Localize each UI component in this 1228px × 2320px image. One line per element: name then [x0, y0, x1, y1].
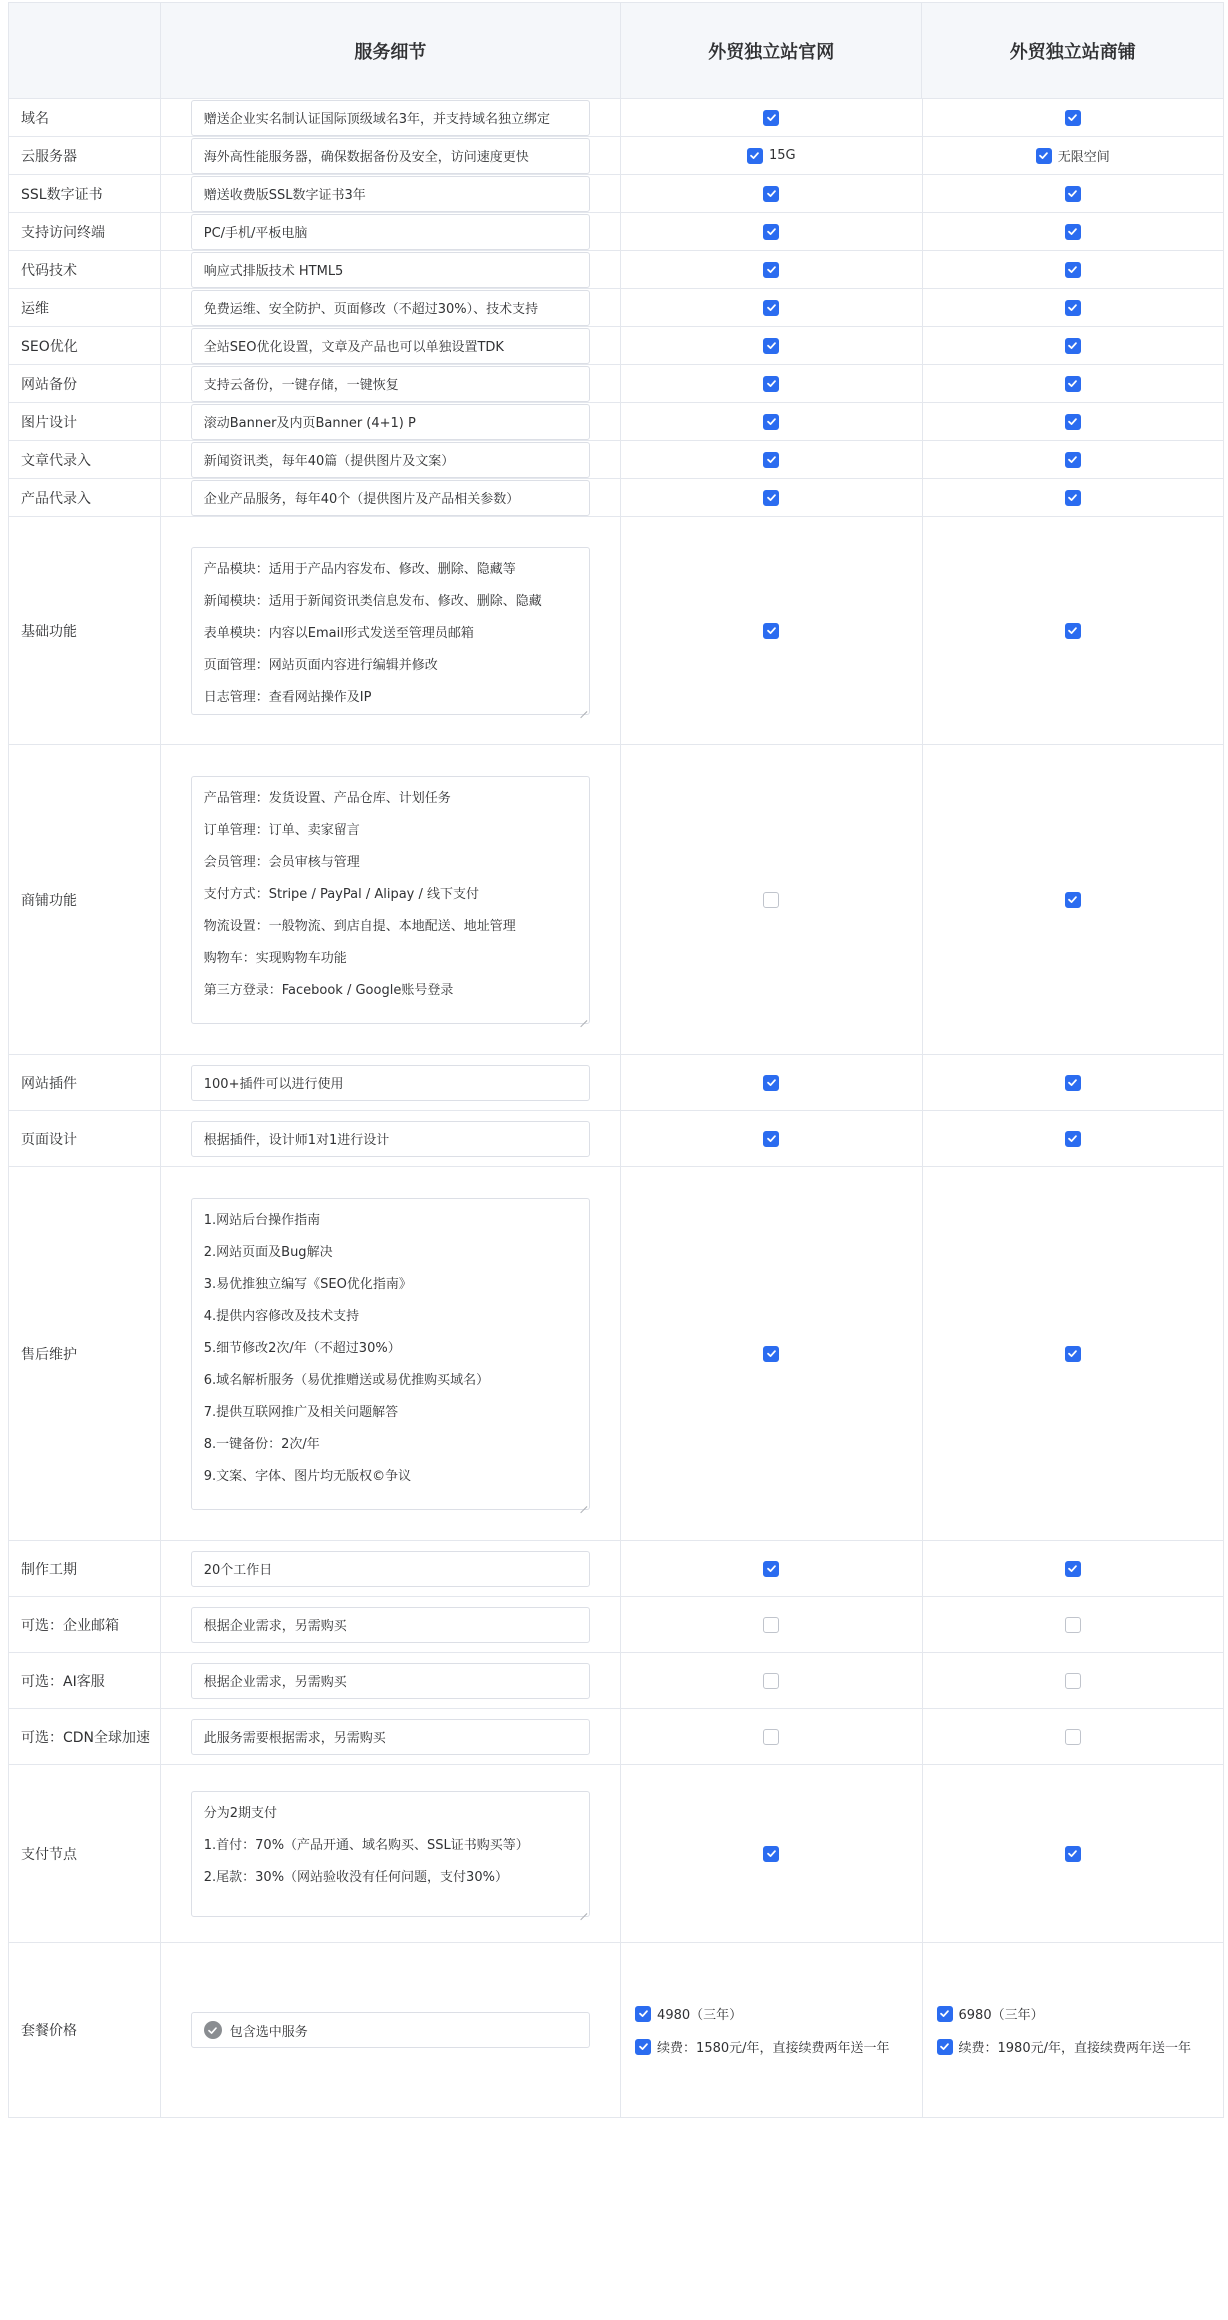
resize-handle-icon[interactable]: [580, 705, 587, 712]
table-row: [9, 517, 1223, 745]
textarea-line: 4.提供内容修改及技术支持: [203, 1308, 360, 1324]
official-renewal-text: 续费：1580元/年，直接续费两年送一年: [657, 2041, 890, 2056]
detail-input[interactable]: 赠送企业实名制认证国际顶级域名3年，并支持域名独立绑定: [191, 100, 590, 136]
header-blank: [9, 3, 161, 98]
table-row: [9, 403, 1223, 441]
table-header: [9, 3, 1223, 99]
official-checkbox[interactable]: [747, 148, 763, 164]
header-service-details: 服务细节: [161, 3, 621, 98]
table-row: [9, 1709, 1223, 1765]
price-row: [9, 1943, 1223, 2117]
textarea-line: 2.网站页面及Bug解决: [203, 1244, 333, 1260]
row-label: 域名: [9, 99, 161, 136]
shop-renewal-text: 续费：1980元/年，直接续费两年送一年: [958, 2041, 1191, 2056]
included-services-field[interactable]: [191, 2012, 590, 2048]
included-services-label: 包含选中服务: [229, 2024, 308, 2040]
row-label: 可选：CDN全球加速: [9, 1709, 161, 1764]
official-checkbox[interactable]: [763, 452, 779, 468]
detail-input[interactable]: 企业产品服务，每年40个（提供图片及产品相关参数）: [191, 480, 590, 516]
shop-checkbox[interactable]: [1036, 148, 1052, 164]
official-checkbox[interactable]: [763, 262, 779, 278]
table-row: [9, 745, 1223, 1055]
shop-price-options: [923, 2004, 1223, 2056]
row-label: 支持访问终端: [9, 213, 161, 250]
table-row: [9, 1167, 1223, 1541]
table-row: [9, 289, 1223, 327]
shop-checkbox[interactable]: [1065, 452, 1081, 468]
shop-checkbox[interactable]: [1065, 1673, 1081, 1689]
detail-input[interactable]: PC/手机/平板电脑: [191, 214, 590, 250]
row-label: 文章代录入: [9, 441, 161, 478]
textarea-line: 表单模块：内容以Email形式发送至管理员邮箱: [203, 625, 474, 641]
shop-checkbox[interactable]: [1065, 110, 1081, 126]
row-label: 云服务器: [9, 137, 161, 174]
textarea-line: 产品模块：适用于产品内容发布、修改、删除、隐藏等: [203, 561, 516, 577]
official-price-checkbox[interactable]: [635, 2006, 651, 2022]
official-checkbox[interactable]: [763, 414, 779, 430]
textarea-line: 1.网站后台操作指南: [203, 1212, 321, 1228]
row-label: 产品代录入: [9, 479, 161, 516]
table-row: [9, 251, 1223, 289]
table-row: [9, 327, 1223, 365]
resize-handle-icon[interactable]: [580, 1907, 587, 1914]
table-row: [9, 1765, 1223, 1943]
row-label: 运维: [9, 289, 161, 326]
official-checkbox[interactable]: [763, 490, 779, 506]
official-checkbox[interactable]: [763, 1131, 779, 1147]
textarea-line: 分为2期支付: [203, 1805, 278, 1821]
shop-checkbox[interactable]: [1065, 1617, 1081, 1633]
detail-input[interactable]: 根据企业需求，另需购买: [191, 1663, 590, 1699]
detail-input[interactable]: 滚动Banner及内页Banner (4+1) P: [191, 404, 590, 440]
shop-renewal-option[interactable]: [937, 2037, 1209, 2056]
official-checkbox[interactable]: [763, 300, 779, 316]
table-row: [9, 137, 1223, 175]
resize-handle-icon[interactable]: [580, 1014, 587, 1021]
shop-checkbox[interactable]: [1065, 1561, 1081, 1577]
textarea-line: 页面管理：网站页面内容进行编辑并修改: [203, 657, 438, 673]
detail-textarea[interactable]: [191, 776, 590, 1024]
row-label: 可选：企业邮箱: [9, 1597, 161, 1652]
shop-checkbox[interactable]: [1065, 300, 1081, 316]
shop-checkbox[interactable]: [1065, 892, 1081, 908]
service-comparison-table: [8, 2, 1224, 2118]
shop-checkbox[interactable]: [1065, 1075, 1081, 1091]
official-checkbox[interactable]: [763, 1846, 779, 1862]
shop-checkbox-option[interactable]: [1036, 146, 1110, 165]
textarea-line: 9.文案、字体、图片均无版权©争议: [203, 1468, 412, 1484]
row-label: 套餐价格: [9, 1943, 161, 2117]
official-checkbox[interactable]: [763, 1673, 779, 1689]
textarea-line: 支付方式：Stripe / PayPal / Alipay / 线下支付: [203, 886, 480, 902]
table-row: [9, 479, 1223, 517]
table-row: [9, 441, 1223, 479]
shop-price-text: 6980（三年）: [958, 2008, 1044, 2023]
detail-textarea[interactable]: [191, 1198, 590, 1510]
detail-input[interactable]: 海外高性能服务器，确保数据备份及安全，访问速度更快: [191, 138, 590, 174]
official-checkbox[interactable]: [763, 1729, 779, 1745]
textarea-line: 1.首付：70%（产品开通、域名购买、SSL证书购买等）: [203, 1837, 529, 1853]
row-label: 制作工期: [9, 1541, 161, 1596]
official-checkbox[interactable]: [763, 338, 779, 354]
header-official-site: 外贸独立站官网: [621, 3, 923, 98]
detail-textarea[interactable]: [191, 1791, 590, 1917]
official-renewal-option[interactable]: [635, 2037, 907, 2056]
row-label: 页面设计: [9, 1111, 161, 1166]
official-option-text: 15G: [768, 148, 796, 163]
official-checkbox[interactable]: [763, 1346, 779, 1362]
official-checkbox[interactable]: [763, 1561, 779, 1577]
table-row: [9, 175, 1223, 213]
official-checkbox[interactable]: [763, 1075, 779, 1091]
shop-checkbox[interactable]: [1065, 262, 1081, 278]
table-row: [9, 1055, 1223, 1111]
table-row: [9, 213, 1223, 251]
table-row: [9, 99, 1223, 137]
shop-checkbox[interactable]: [1065, 490, 1081, 506]
textarea-line: 8.一键备份：2次/年: [203, 1436, 320, 1452]
shop-checkbox[interactable]: [1065, 1729, 1081, 1745]
detail-input[interactable]: 根据企业需求，另需购买: [191, 1607, 590, 1643]
detail-input[interactable]: 100+插件可以进行使用: [191, 1065, 590, 1101]
row-label: 图片设计: [9, 403, 161, 440]
detail-input[interactable]: 支持云备份，一键存储，一键恢复: [191, 366, 590, 402]
row-label: 代码技术: [9, 251, 161, 288]
textarea-line: 6.域名解析服务（易优推赠送或易优推购买域名）: [203, 1372, 490, 1388]
table-row: [9, 1597, 1223, 1653]
official-checkbox[interactable]: [763, 623, 779, 639]
shop-checkbox[interactable]: [1065, 338, 1081, 354]
shop-checkbox[interactable]: [1065, 224, 1081, 240]
official-price-option[interactable]: [635, 2004, 907, 2023]
official-checkbox[interactable]: [763, 224, 779, 240]
textarea-line: 新闻模块：适用于新闻资讯类信息发布、修改、删除、隐藏: [203, 593, 542, 609]
shop-checkbox[interactable]: [1065, 1131, 1081, 1147]
row-label: 商铺功能: [9, 745, 161, 1054]
shop-checkbox[interactable]: [1065, 623, 1081, 639]
row-label: 基础功能: [9, 517, 161, 744]
detail-input[interactable]: 新闻资讯类，每年40篇（提供图片及文案）: [191, 442, 590, 478]
textarea-line: 7.提供互联网推广及相关问题解答: [203, 1404, 399, 1420]
resize-handle-icon[interactable]: [580, 1500, 587, 1507]
table-row: [9, 1541, 1223, 1597]
shop-checkbox[interactable]: [1065, 376, 1081, 392]
detail-input[interactable]: 全站SEO优化设置，文章及产品也可以单独设置TDK: [191, 328, 590, 364]
header-shop-site: 外贸独立站商铺: [1009, 41, 1136, 63]
official-checkbox[interactable]: [763, 110, 779, 126]
table-row: [9, 1653, 1223, 1709]
shop-price-option[interactable]: [937, 2004, 1209, 2023]
table-row: [9, 365, 1223, 403]
detail-input[interactable]: 响应式排版技术 HTML5: [191, 252, 590, 288]
textarea-line: 3.易优推独立编写《SEO优化指南》: [203, 1276, 412, 1292]
detail-input[interactable]: 免费运维、安全防护、页面修改（不超过30%）、技术支持: [191, 290, 590, 326]
textarea-line: 物流设置：一般物流、到店自提、本地配送、地址管理: [203, 918, 516, 934]
detail-input[interactable]: 此服务需要根据需求，另需购买: [191, 1719, 590, 1755]
detail-input[interactable]: 20个工作日: [191, 1551, 590, 1587]
shop-renewal-checkbox[interactable]: [937, 2039, 953, 2055]
shop-price-checkbox[interactable]: [937, 2006, 953, 2022]
shop-option-text: 无限空间: [1057, 150, 1110, 165]
official-checkbox[interactable]: [763, 1617, 779, 1633]
detail-input[interactable]: 根据插件，设计师1对1进行设计: [191, 1121, 590, 1157]
official-renewal-checkbox[interactable]: [635, 2039, 651, 2055]
textarea-line: 5.细节修改2次/年（不超过30%）: [203, 1340, 401, 1356]
official-checkbox[interactable]: [763, 892, 779, 908]
shop-checkbox[interactable]: [1065, 414, 1081, 430]
row-label: SEO优化: [9, 327, 161, 364]
official-checkbox-option[interactable]: [747, 148, 796, 164]
official-checkbox[interactable]: [763, 376, 779, 392]
shop-checkbox[interactable]: [1065, 186, 1081, 202]
textarea-line: 购物车：实现购物车功能: [203, 950, 347, 966]
textarea-line: 第三方登录：Facebook / Google账号登录: [203, 982, 454, 998]
official-price-options: [621, 2004, 921, 2056]
shop-checkbox[interactable]: [1065, 1346, 1081, 1362]
official-checkbox[interactable]: [763, 186, 779, 202]
shop-checkbox[interactable]: [1065, 1846, 1081, 1862]
textarea-line: 2.尾款：30%（网站验收没有任何问题，支付30%）: [203, 1869, 508, 1885]
row-label: 网站备份: [9, 365, 161, 402]
row-label: 网站插件: [9, 1055, 161, 1110]
check-circle-icon: [204, 2021, 222, 2039]
textarea-line: 产品管理：发货设置、产品仓库、计划任务: [203, 790, 451, 806]
table-row: [9, 1111, 1223, 1167]
detail-textarea[interactable]: [191, 547, 590, 715]
textarea-line: 订单管理：订单、卖家留言: [203, 822, 360, 838]
row-label: 售后维护: [9, 1167, 161, 1540]
row-label: 支付节点: [9, 1765, 161, 1942]
detail-input[interactable]: 赠送收费版SSL数字证书3年: [191, 176, 590, 212]
row-label: 可选：AI客服: [9, 1653, 161, 1708]
textarea-line: 日志管理：查看网站操作及IP: [203, 689, 372, 705]
textarea-line: 会员管理：会员审核与管理: [203, 854, 360, 870]
official-price-text: 4980（三年）: [657, 2008, 743, 2023]
row-label: SSL数字证书: [9, 175, 161, 212]
